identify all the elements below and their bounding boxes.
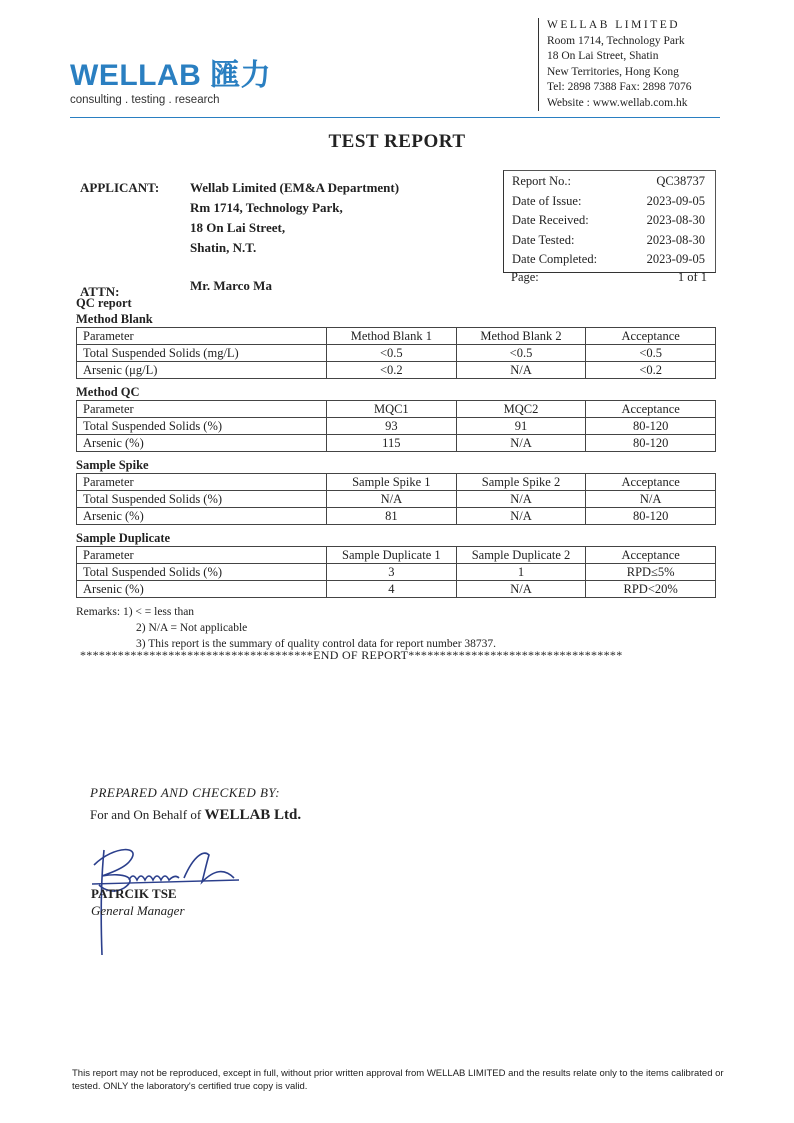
table-header-row (77, 328, 716, 345)
table-cell: N/A (327, 491, 457, 508)
info-value: 2023-09-05 (646, 193, 705, 208)
info-row-date-received (512, 211, 715, 231)
info-label: Date Completed: (512, 252, 598, 266)
info-value: 2023-08-30 (646, 232, 705, 247)
applicant-address (190, 178, 399, 258)
remark-line: Remarks: 1) < = less than (76, 606, 195, 618)
info-value: 2023-09-05 (646, 252, 705, 266)
info-value: 2023-08-30 (646, 213, 705, 227)
applicant-line: Rm 1714, Technology Park, (190, 200, 343, 215)
logo-text: WELLAB 匯力 (70, 59, 272, 92)
applicant-line: 18 On Lai Street, (190, 220, 286, 235)
behalf-prefix: For and On Behalf of (90, 807, 205, 822)
table-cell: RPD≤5% (586, 564, 716, 581)
table-row (77, 581, 716, 598)
header-cell: Parameter (77, 547, 327, 564)
header-cell: Sample Spike 2 (456, 474, 586, 491)
header-cell: Acceptance (586, 401, 716, 418)
header-cell: Method Blank 1 (327, 328, 457, 345)
table-cell: N/A (456, 508, 586, 525)
header-cell: MQC2 (456, 401, 586, 418)
table-cell: Total Suspended Solids (%) (77, 491, 327, 508)
page-number-row (511, 270, 707, 285)
header-divider (70, 117, 720, 118)
table-row (77, 418, 716, 435)
table-cell: N/A (456, 491, 586, 508)
address-line: New Territories, Hong Kong (547, 65, 679, 78)
section-sample-spike (76, 458, 716, 525)
info-row-date-of-issue (512, 192, 715, 212)
table-cell: <0.5 (327, 345, 457, 362)
table-row (77, 345, 716, 362)
table-cell: 1 (456, 564, 586, 581)
table-cell: 91 (456, 418, 586, 435)
header-cell: MQC1 (327, 401, 457, 418)
table-cell: Total Suspended Solids (%) (77, 418, 327, 435)
info-label: Report No.: (512, 174, 572, 188)
behalf-company: WELLAB Ltd. (204, 807, 302, 823)
page-label: Page: (511, 270, 539, 284)
table-header-row (77, 474, 716, 491)
section-title: Sample Duplicate (76, 531, 171, 545)
table-header-row (77, 401, 716, 418)
section-method-blank (76, 312, 716, 379)
table-cell: 80-120 (586, 418, 716, 435)
company-logo (70, 60, 271, 106)
header-cell: Acceptance (586, 547, 716, 564)
qc-table (76, 546, 716, 598)
header-cell: Sample Spike 1 (327, 474, 457, 491)
table-cell: 80-120 (586, 435, 716, 452)
header-cell: Acceptance (586, 474, 716, 491)
table-cell: 4 (327, 581, 457, 598)
table-cell: 81 (327, 508, 457, 525)
table-row (77, 564, 716, 581)
table-cell: <0.2 (586, 362, 716, 379)
company-name: WELLAB LIMITED (547, 19, 681, 31)
end-of-report: *************************************END OF REPORT********************************** (80, 648, 623, 662)
address-line: Website : www.wellab.com.hk (547, 96, 688, 109)
report-info-box (503, 170, 716, 273)
address-line: Room 1714, Technology Park (547, 34, 685, 47)
table-cell: N/A (456, 435, 586, 452)
table-cell: Arsenic (%) (77, 435, 327, 452)
qc-report-label: QC report (76, 296, 132, 310)
header-cell: Acceptance (586, 328, 716, 345)
table-cell: 3 (327, 564, 457, 581)
attn-label: ATTN: (80, 284, 120, 299)
remark-line: 2) N/A = Not applicable (136, 622, 248, 634)
address-line: 18 On Lai Street, Shatin (547, 50, 659, 62)
section-title: Sample Spike (76, 458, 149, 472)
footer-disclaimer: This report may not be reproduced, except in full, without prior written approval from WELLAB LIMITED and the results relate only to the items calibrated or tested. ONLY the laboratory's certified true copy is valid. (72, 1068, 724, 1092)
table-cell: Arsenic (%) (77, 508, 327, 525)
applicant-line: Wellab Limited (EM&A Department) (190, 180, 400, 195)
remark-line: 3) This report is the summary of quality control data for report number 38737. (136, 638, 497, 650)
header-cell: Parameter (77, 474, 327, 491)
table-cell: Total Suspended Solids (mg/L) (77, 345, 327, 362)
attn-value: Mr. Marco Ma (190, 278, 272, 293)
signatory-title: General Manager (91, 903, 185, 918)
prepared-heading: PREPARED AND CHECKED BY: (90, 785, 281, 800)
table-row (77, 362, 716, 379)
header-cell: Sample Duplicate 1 (327, 547, 457, 564)
table-cell: N/A (456, 362, 586, 379)
company-address-block (538, 18, 692, 111)
info-row-date-tested (512, 231, 715, 251)
table-cell: Arsenic (μg/L) (77, 362, 327, 379)
qc-table (76, 400, 716, 452)
header-cell: Sample Duplicate 2 (456, 547, 586, 564)
table-row (77, 435, 716, 452)
table-cell: Total Suspended Solids (%) (77, 564, 327, 581)
info-label: Date of Issue: (512, 193, 582, 208)
table-cell: <0.2 (327, 362, 457, 379)
section-method-qc (76, 385, 716, 452)
info-row-date-completed (512, 250, 715, 270)
section-sample-duplicate (76, 531, 716, 598)
signatory-name: PATRCIK TSE (91, 886, 177, 901)
info-label: Date Tested: (512, 232, 575, 247)
table-cell: 115 (327, 435, 457, 452)
header-cell: Method Blank 2 (456, 328, 586, 345)
table-cell: N/A (456, 581, 586, 598)
page-value: 1 of 1 (677, 270, 707, 284)
table-row (77, 508, 716, 525)
section-title: Method QC (76, 385, 140, 399)
table-cell: 80-120 (586, 508, 716, 525)
info-value: QC38737 (656, 174, 705, 188)
qc-table (76, 473, 716, 525)
applicant-label: APPLICANT: (80, 180, 160, 195)
table-cell: 93 (327, 418, 457, 435)
report-title: TEST REPORT (328, 131, 466, 152)
table-cell: <0.5 (586, 345, 716, 362)
address-line: Tel: 2898 7388 Fax: 2898 7076 (547, 81, 692, 93)
section-title: Method Blank (76, 312, 153, 326)
header-cell: Parameter (77, 401, 327, 418)
applicant-line: Shatin, N.T. (190, 240, 257, 255)
table-cell: Arsenic (%) (77, 581, 327, 598)
header-cell: Parameter (77, 328, 327, 345)
table-row (77, 491, 716, 508)
qc-table (76, 327, 716, 379)
logo-tagline: consulting . testing . research (70, 94, 220, 106)
table-cell: N/A (586, 491, 716, 508)
remarks (76, 604, 496, 652)
info-label: Date Received: (512, 213, 589, 227)
table-cell: RPD<20% (586, 581, 716, 598)
behalf-line (90, 804, 301, 826)
table-header-row (77, 547, 716, 564)
prepared-block (90, 782, 301, 826)
table-cell: <0.5 (456, 345, 586, 362)
info-row-report-no (512, 172, 715, 192)
